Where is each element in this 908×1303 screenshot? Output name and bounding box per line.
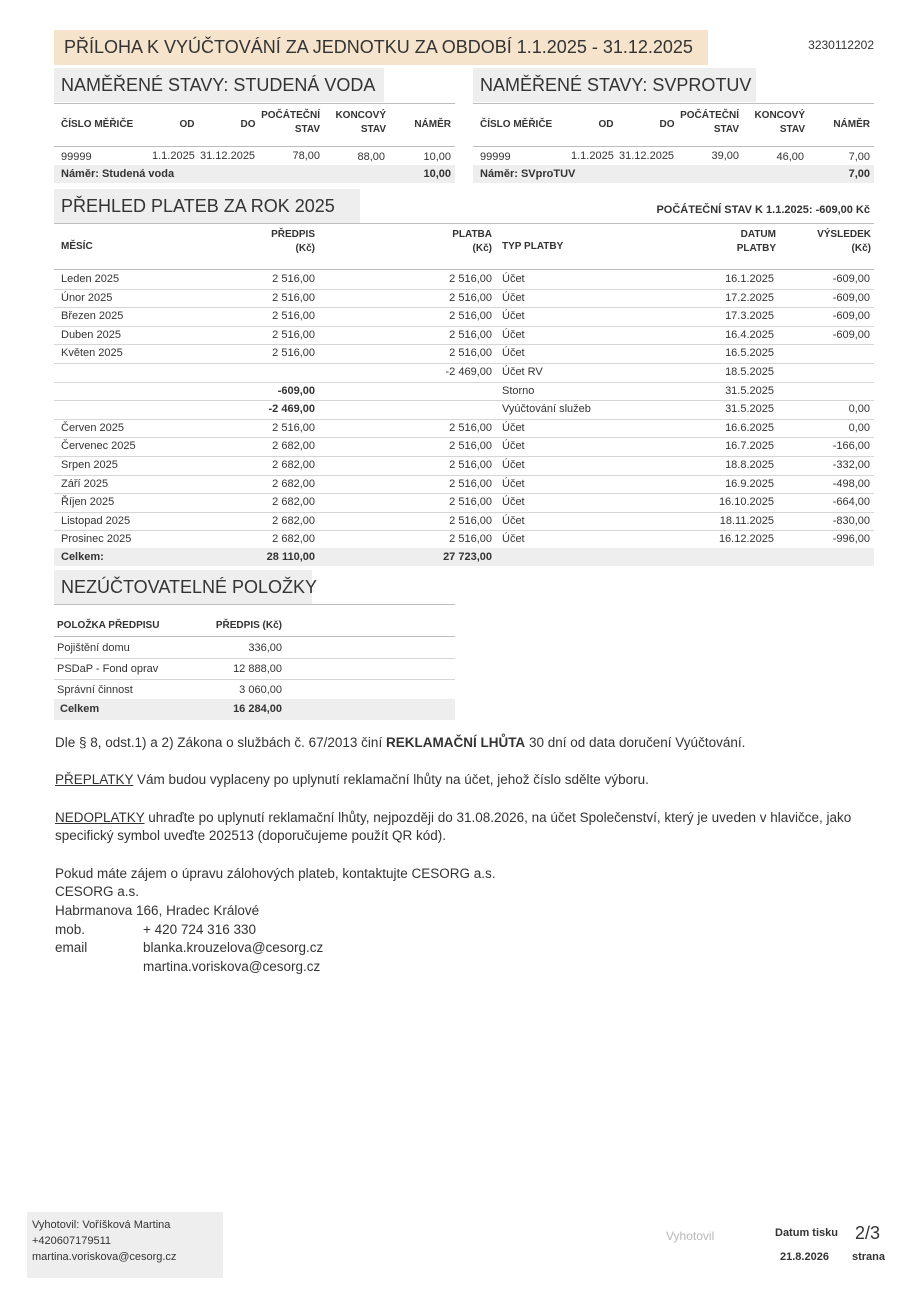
col-usage: NÁMĚR [414, 119, 451, 130]
cell-prescribed: 2 682,00 [272, 496, 315, 508]
cell-result: -830,00 [832, 515, 870, 527]
cell-month: Červen 2025 [61, 422, 124, 434]
cell-prescribed: -2 469,00 [268, 403, 315, 415]
cell-prescribed: 2 516,00 [272, 347, 315, 359]
col-date: DATUM PLATBY [736, 229, 776, 254]
row-divider [54, 419, 874, 420]
cell-type: Účet [502, 292, 525, 304]
cell-prescribed: 2 516,00 [272, 292, 315, 304]
cell-month: Březen 2025 [61, 310, 124, 322]
divider [54, 269, 874, 270]
cell-prescribed: -609,00 [277, 385, 315, 397]
divider [54, 604, 455, 605]
cell-prescribed: 2 682,00 [272, 515, 315, 527]
col-result: VÝSLEDEK (Kč) [817, 229, 871, 254]
cell-result: -664,00 [832, 496, 870, 508]
cell-prescribed: 2 516,00 [272, 310, 315, 322]
cell-date: 16.10.2025 [718, 496, 774, 508]
print-date-label: Datum tisku [775, 1227, 838, 1239]
overpayment-note: PŘEPLATKY Vám budou vyplaceny po uplynutí reklamační lhůty na účet, jehož číslo sdělte výboru. [55, 772, 649, 787]
cell-payment: 2 516,00 [449, 478, 492, 490]
cell-type: Účet [502, 496, 525, 508]
cell-type: Účet [502, 422, 525, 434]
cell-type: Účet [502, 440, 525, 452]
cell-month: Září 2025 [61, 478, 109, 490]
cell-amount: 336,00 [248, 642, 282, 654]
cell-date: 16.12.2025 [718, 533, 774, 545]
col-meter: ČÍSLO MĚŘIČE [480, 119, 553, 130]
row-divider [54, 437, 874, 438]
cell-payment: 2 516,00 [449, 292, 492, 304]
row-divider [54, 289, 874, 290]
payments-total: Celkem: 28 110,00 27 723,00 [54, 548, 874, 566]
payments-title: PŘEHLED PLATEB ZA ROK 2025 [61, 196, 335, 216]
page-number: 2/3 [855, 1223, 881, 1243]
cell-prescribed: 2 516,00 [272, 273, 315, 285]
col-from: OD [179, 119, 195, 130]
row-divider [54, 456, 874, 457]
mobile-number: + 420 724 316 330 [143, 922, 256, 937]
cell-type: Účet [502, 478, 525, 490]
cell-type: Storno [502, 385, 535, 397]
cell-type: Účet [502, 515, 525, 527]
row-divider [54, 307, 874, 308]
cell-payment: 2 516,00 [449, 496, 492, 508]
cell-payment: 2 516,00 [449, 329, 492, 341]
cell-type: Účet [502, 310, 525, 322]
cell-result: -332,00 [832, 459, 870, 471]
col-from: OD [598, 119, 614, 130]
cell-prescribed: 2 682,00 [272, 440, 315, 452]
email-link-2[interactable]: martina.voriskova@cesorg.cz [143, 959, 321, 974]
col-item: POLOŽKA PŘEDPISU [57, 620, 160, 631]
divider [54, 146, 455, 147]
cell-result: 0,00 [848, 422, 870, 434]
issuer-box [27, 1212, 223, 1278]
cell-result: -609,00 [832, 292, 870, 304]
row-divider [54, 363, 874, 364]
meter-cold-sum: Náměr: Studená voda 10,00 [54, 165, 455, 183]
cell-month: Srpen 2025 [61, 459, 118, 471]
col-amount: PŘEDPIS (Kč) [215, 620, 282, 631]
cell-prescribed: 2 516,00 [272, 329, 315, 341]
document-number: 3230112202 [808, 38, 874, 52]
cell-date: 18.11.2025 [719, 515, 774, 527]
row-divider [54, 400, 874, 401]
nonbillable-title: NEZÚČTOVATELNÉ POLOŽKY [61, 577, 318, 597]
divider [473, 146, 874, 147]
cell-payment: 2 516,00 [449, 515, 492, 527]
cell-result: -609,00 [832, 329, 870, 341]
cell-payment: 2 516,00 [449, 273, 492, 285]
company-address: Habrmanova 166, Hradec Králové [55, 903, 260, 918]
divider [54, 103, 455, 104]
cell-payment: 2 516,00 [449, 422, 492, 434]
cell-result: -609,00 [832, 310, 870, 322]
cell-result: -609,00 [832, 273, 870, 285]
signature-placeholder: Vyhotovil [666, 1229, 715, 1243]
cell-date: 31.5.2025 [725, 385, 774, 397]
col-start: POČÁTEČNÍ STAV [261, 110, 320, 135]
nonbillable-total: Celkem 16 284,00 [54, 699, 455, 720]
contact-note: Pokud máte zájem o úpravu zálohových plateb, kontaktujte CESORG a.s. [55, 866, 496, 881]
issuer-email[interactable]: martina.voriskova@cesorg.cz [32, 1251, 177, 1263]
cell-type: Účet RV [502, 366, 543, 378]
cell-date: 16.9.2025 [725, 478, 774, 490]
opening-balance: POČÁTEČNÍ STAV K 1.1.2025: -609,00 Kč [656, 204, 870, 216]
cell-month: Prosinec 2025 [61, 533, 132, 545]
cell-prescribed: 2 516,00 [272, 422, 315, 434]
meter-cold-title: NAMĚŘENÉ STAVY: STUDENÁ VODA [61, 75, 376, 95]
cell-result: -498,00 [832, 478, 870, 490]
col-usage: NÁMĚR [833, 119, 870, 130]
complaint-period-note: Dle § 8, odst.1) a 2) Zákona o službách č. 67/2013 činí REKLAMAČNÍ LHŮTA 30 dní od data doručení Vyúčtování. [55, 735, 746, 750]
col-end: KONCOVÝ STAV [335, 110, 386, 135]
row-divider [54, 530, 874, 531]
col-start: POČÁTEČNÍ STAV [680, 110, 739, 135]
row-divider [54, 658, 455, 659]
cell-prescribed: 2 682,00 [272, 533, 315, 545]
col-type: TYP PLATBY [502, 241, 564, 252]
row-divider [54, 512, 874, 513]
cell-date: 18.5.2025 [725, 366, 774, 378]
cell-amount: 3 060,00 [239, 684, 282, 696]
company-name: CESORG a.s. [55, 884, 140, 899]
meter-hot-title: NAMĚŘENÉ STAVY: SVPROTUV [480, 75, 752, 95]
cell-month: Únor 2025 [61, 292, 113, 304]
page-title: PŘÍLOHA K VYÚČTOVÁNÍ ZA JEDNOTKU ZA OBDOBÍ 1.1.2025 - 31.12.2025 [64, 37, 693, 57]
cell-date: 18.8.2025 [725, 459, 774, 471]
meter-hot-sum: Náměr: SVproTUV 7,00 [473, 165, 874, 183]
cell-month: Říjen 2025 [61, 496, 115, 508]
col-prescribed: PŘEDPIS (Kč) [271, 229, 315, 254]
cell-item: PSDaP - Fond oprav [57, 663, 159, 675]
cell-payment: 2 516,00 [449, 533, 492, 545]
cell-date: 16.4.2025 [725, 329, 774, 341]
mobile-label: mob. [55, 922, 86, 937]
cell-type: Účet [502, 273, 525, 285]
issuer-name: Vyhotovil: Voříšková Martina [32, 1219, 171, 1231]
row-divider [54, 344, 874, 345]
cell-amount: 12 888,00 [233, 663, 282, 675]
cell-prescribed: 2 682,00 [272, 478, 315, 490]
col-to: DO [659, 119, 675, 130]
cell-date: 16.6.2025 [725, 422, 774, 434]
row-divider [54, 475, 874, 476]
cell-type: Vyúčtování služeb [502, 403, 591, 415]
cell-date: 17.2.2025 [725, 292, 774, 304]
print-date: 21.8.2026 [780, 1251, 829, 1263]
divider [54, 636, 455, 637]
divider [473, 103, 874, 104]
row-divider [54, 326, 874, 327]
divider [54, 223, 874, 224]
cell-type: Účet [502, 533, 525, 545]
page-label: strana [852, 1251, 886, 1263]
cell-type: Účet [502, 347, 525, 359]
cell-date: 16.5.2025 [725, 347, 774, 359]
col-payment: PLATBA (Kč) [452, 229, 492, 254]
cell-month: Duben 2025 [61, 329, 121, 341]
col-end: KONCOVÝ STAV [754, 110, 805, 135]
cell-payment: 2 516,00 [449, 459, 492, 471]
cell-type: Účet [502, 329, 525, 341]
cell-date: 16.1.2025 [725, 273, 774, 285]
cell-payment: 2 516,00 [449, 310, 492, 322]
cell-payment: -2 469,00 [445, 366, 492, 378]
cell-payment: 2 516,00 [449, 347, 492, 359]
cell-date: 17.3.2025 [725, 310, 774, 322]
col-month: MĚSÍC [61, 241, 93, 252]
cell-month: Listopad 2025 [61, 515, 131, 527]
cell-month: Červenec 2025 [61, 440, 136, 452]
cell-type: Účet [502, 459, 525, 471]
col-to: DO [240, 119, 256, 130]
cell-month: Květen 2025 [61, 347, 123, 359]
underpayment-note: NEDOPLATKY uhraďte po uplynutí reklamační lhůty, nejpozději do 31.08.2026, na účet Společenství, který je uveden v hlavičce, jako specifický symbol uveďte 202513 (doporučujeme použít QR kód). [55, 810, 852, 843]
email-link-1[interactable]: blanka.krouzelova@cesorg.cz [143, 940, 324, 955]
cell-item: Správní činnost [57, 684, 133, 696]
cell-result: 0,00 [848, 403, 870, 415]
row-divider [54, 382, 874, 383]
cell-date: 31.5.2025 [725, 403, 774, 415]
cell-prescribed: 2 682,00 [272, 459, 315, 471]
cell-payment: 2 516,00 [449, 440, 492, 452]
col-meter: ČÍSLO MĚŘIČE [61, 119, 134, 130]
row-divider [54, 493, 874, 494]
email-label: email [55, 940, 88, 955]
cell-item: Pojištění domu [57, 642, 130, 654]
row-divider [54, 679, 455, 680]
cell-month: Leden 2025 [61, 273, 120, 285]
cell-date: 16.7.2025 [725, 440, 774, 452]
cell-result: -996,00 [832, 533, 870, 545]
issuer-phone: +420607179511 [32, 1235, 112, 1247]
cell-result: -166,00 [832, 440, 870, 452]
